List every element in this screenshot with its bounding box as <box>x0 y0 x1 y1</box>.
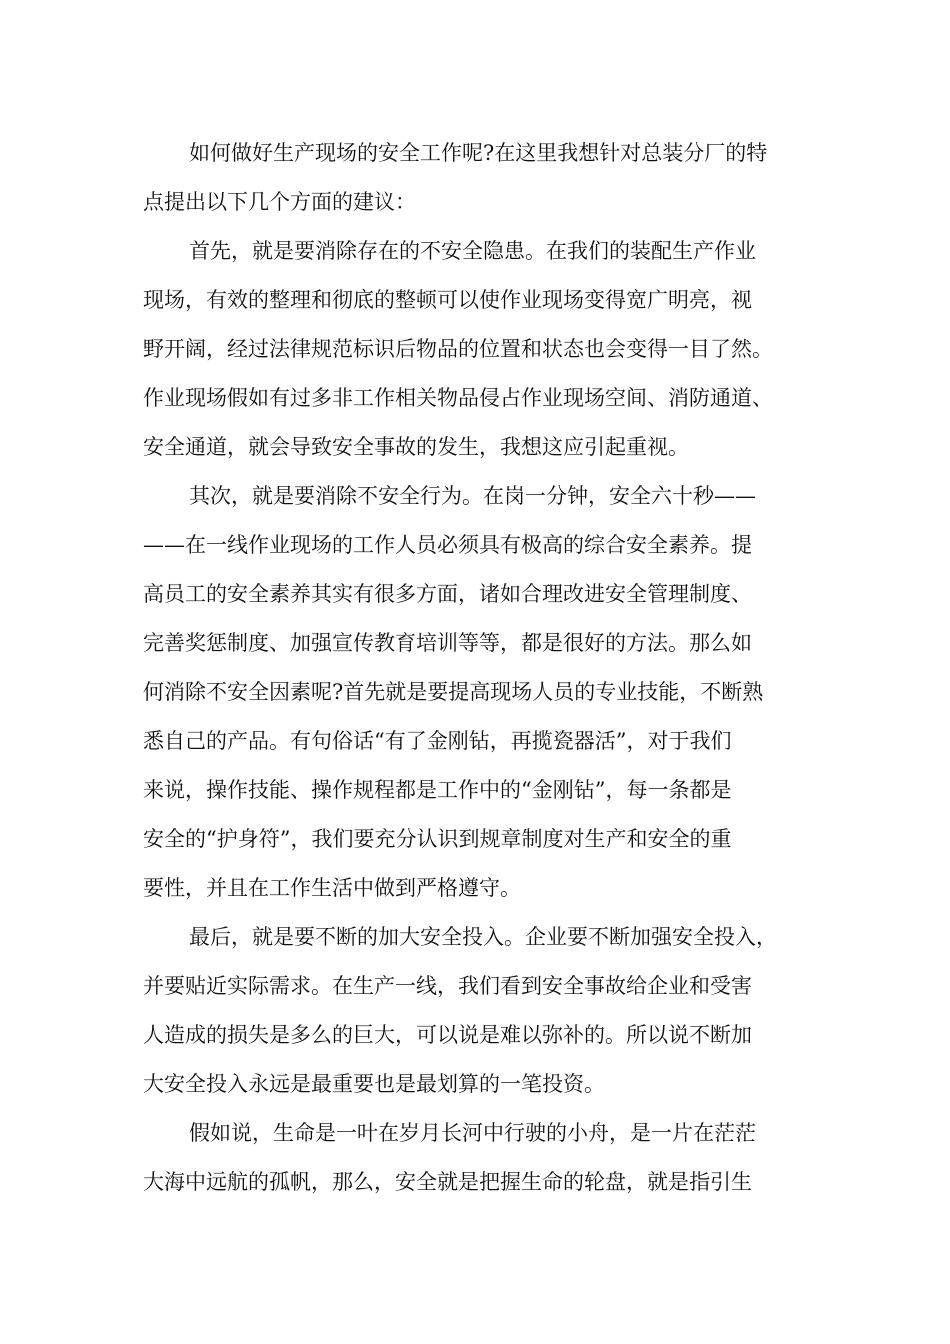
paragraph-5-line-2: 大海中远航的孤帆，那么，安全就是把握生命的轮盘，就是指引生 <box>143 1170 752 1194</box>
paragraph-3-line-6: 悉自己的产品。有句俗话“有了金刚钻，再揽瓷器活”，对于我们 <box>143 729 732 753</box>
paragraph-4-line-4: 大安全投入永远是最重要也是最划算的一笔投资。 <box>143 1072 605 1096</box>
paragraph-2-line-2: 现场，有效的整理和彻底的整顿可以使作业现场变得宽广明亮，视 <box>143 288 752 312</box>
paragraph-4-line-1: 最后，就是要不断的加大安全投入。企业要不断加强安全投入， <box>189 925 777 949</box>
paragraph-2-line-4: 作业现场假如有过多非工作相关物品侵占作业现场空间、消防通道、 <box>143 386 773 410</box>
paragraph-5-line-1: 假如说，生命是一叶在岁月长河中行驶的小舟，是一片在茫茫 <box>189 1121 756 1145</box>
paragraph-4-line-3: 人造成的损失是多么的巨大，可以说是难以弥补的。所以说不断加 <box>143 1023 752 1047</box>
paragraph-3-line-2: ——在一线作业现场的工作人员必须具有极高的综合安全素养。提 <box>143 533 752 557</box>
paragraph-3-line-9: 要性，并且在工作生活中做到严格遵守。 <box>143 876 521 900</box>
paragraph-3-line-3: 高员工的安全素养其实有很多方面，诸如合理改进安全管理制度、 <box>143 582 752 606</box>
paragraph-3-line-4: 完善奖惩制度、加强宣传教育培训等等，都是很好的方法。那么如 <box>143 631 752 655</box>
paragraph-3-line-1: 其次，就是要消除不安全行为。在岗一分钟，安全六十秒—— <box>189 484 756 508</box>
paragraph-2-line-3: 野开阔，经过法律规范标识后物品的位置和状态也会变得一目了然。 <box>143 337 773 361</box>
paragraph-3-line-5: 何消除不安全因素呢?首先就是要提高现场人员的专业技能，不断熟 <box>143 680 764 704</box>
paragraph-1-line-2: 点提出以下几个方面的建议： <box>143 190 416 214</box>
paragraph-3-line-7: 来说，操作技能、操作规程都是工作中的“金刚钻”，每一条都是 <box>143 778 732 802</box>
paragraph-4-line-2: 并要贴近实际需求。在生产一线，我们看到安全事故给企业和受害 <box>143 974 752 998</box>
paragraph-2-line-1: 首先，就是要消除存在的不安全隐患。在我们的装配生产作业 <box>189 239 756 263</box>
paragraph-2-line-5: 安全通道，就会导致安全事故的发生，我想这应引起重视。 <box>143 435 689 459</box>
paragraph-1-line-1: 如何做好生产现场的安全工作呢?在这里我想针对总装分厂的特 <box>189 141 768 165</box>
paragraph-3-line-8: 安全的“护身符”，我们要充分认识到规章制度对生产和安全的重 <box>143 827 732 851</box>
